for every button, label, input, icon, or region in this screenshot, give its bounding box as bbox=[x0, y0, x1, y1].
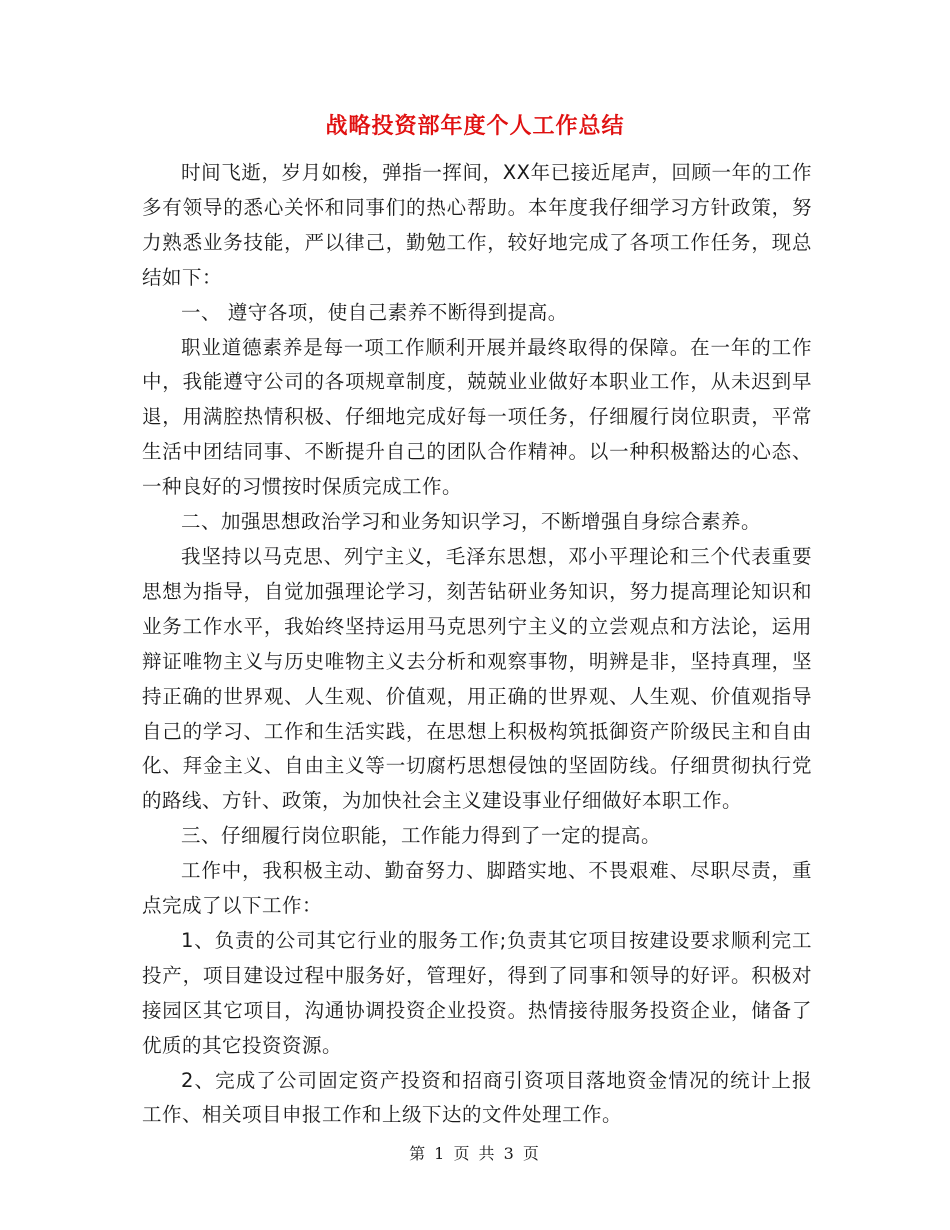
section-heading-1: 一、 遵守各项，使自己素养不断得到提高。 bbox=[181, 300, 568, 324]
paragraph-section-2: 我坚持以马克思、列宁主义，毛泽东思想，邓小平理论和三个代表重要思想为指导，自觉加强理论学习，刻苦钻研业务知识，努力提高理论知识和业务工作水平，我始终坚持运用马克思列宁主义的立尝观点和方法论，运用辩证唯物主义与历史唯物主义去分析和观察事物，明辨是非，坚持真理，坚持正确的世界观、人生观、价值观，用正确的世界观、人生观、价值观指导自己的学习、工作和生活实践，在思想上积极构筑抵御资产阶级民主和自由化、拜金主义、自由主义等一切腐朽思想侵蚀的坚固防线。仔细贯彻执行党的路线、方针、政策，为加快社会主义建设事业仔细做好本职工作。 bbox=[142, 544, 812, 813]
paragraph-section-1: 职业道德素养是每一项工作顺利开展并最终取得的保障。在一年的工作中，我能遵守公司的各项规章制度，兢兢业业做好本职业工作，从未迟到早退，用满腔热情积极、仔细地完成好每一项任务，仔细履行岗位职责，平常生活中团结同事、不断提升自己的团队合作精神。以一种积极豁达的心态、一种良好的习惯按时保质完成工作。 bbox=[142, 335, 812, 499]
section-heading-3: 三、仔细履行岗位职能，工作能力得到了一定的提高。 bbox=[181, 824, 662, 848]
document-title: 战略投资部年度个人工作总结 bbox=[325, 114, 625, 139]
page-footer: 第 1 页 共 3 页 bbox=[409, 1144, 541, 1163]
list-item-2: 2、完成了公司固定资产投资和招商引资项目落地资金情况的统计上报工作、相关项目申报工作和上级下达的文件处理工作。 bbox=[142, 1068, 812, 1127]
list-item-1: 1、负责的公司其它行业的服务工作;负责其它项目按建设要求顺利完工投产，项目建设过程中服务好，管理好，得到了同事和领导的好评。积极对接园区其它项目，沟通协调投资企业投资。热情接待服务投资企业，储备了优质的其它投资资源。 bbox=[142, 928, 812, 1057]
section-heading-2: 二、加强思想政治学习和业务知识学习，不断增强自身综合素养。 bbox=[181, 510, 762, 534]
document-body bbox=[142, 156, 812, 1133]
paragraph-intro: 时间飞逝，岁月如梭，弹指一挥间，XX年已接近尾声，回顾一年的工作多有领导的悉心关怀和同事们的热心帮助。本年度我仔细学习方针政策，努力熟悉业务技能，严以律己，勤勉工作，较好地完成了各项工作任务，现总结如下： bbox=[142, 161, 812, 289]
paragraph-section-3: 工作中，我积极主动、勤奋努力、脚踏实地、不畏艰难、尽职尽责，重点完成了以下工作： bbox=[142, 859, 812, 918]
